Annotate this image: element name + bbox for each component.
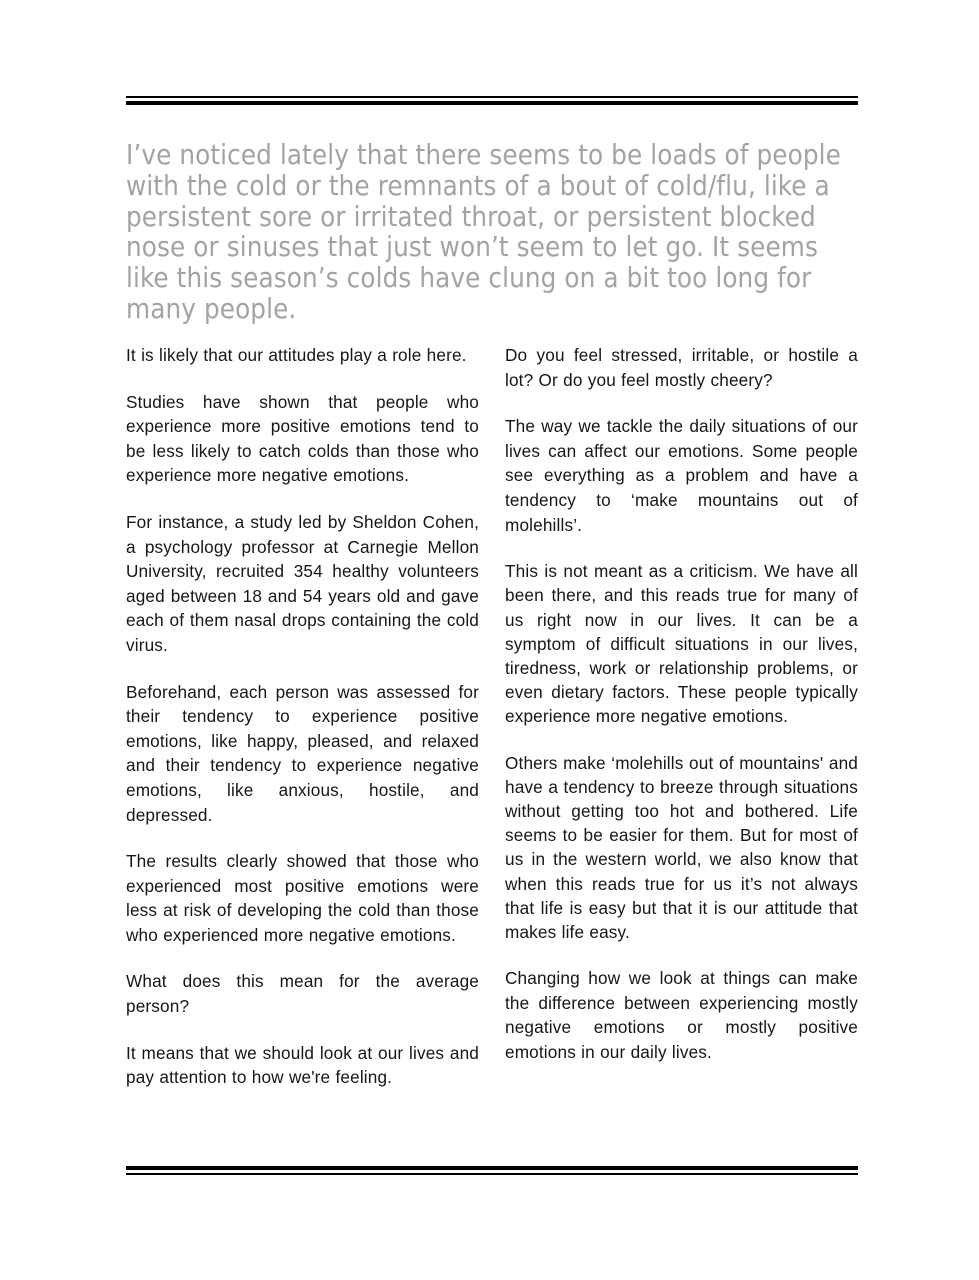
left-column: [126, 343, 479, 1090]
body-columns: [126, 343, 858, 1090]
body-paragraph: Changing how we look at things can make the difference between experiencing mostly negative emotions or mostly positive emotions in our daily lives.: [505, 968, 858, 1062]
bottom-divider-rule: [126, 1166, 858, 1175]
body-paragraph: Do you feel stressed, irritable, or hostile a lot? Or do you feel mostly cheery?: [505, 345, 858, 390]
body-paragraph: This is not meant as a criticism. We have all been there, and this reads true for many of us right now in our lives. It can be a symptom of difficult situations in our lives, tiredness, work or relationship problems, or even dietary factors. These people typically experience more negative emotions.: [505, 561, 858, 727]
intro-paragraph: I’ve noticed lately that there seems to be loads of people with the cold or the remnants of a bout of cold/flu, like a persistent sore or irritated throat, or persistent blocked nose or sinuses that just won’t seem to let go. It seems like this season’s colds have clung on a bit too long for many people.: [126, 139, 841, 325]
body-paragraph: What does this mean for the average person?: [126, 971, 479, 1017]
body-paragraph: Studies have shown that people who experience more positive emotions tend to be less likely to catch colds than those who experience more negative emotions.: [126, 391, 479, 486]
body-paragraph: It means that we should look at our lives and pay attention to how we're feeling.: [126, 1042, 479, 1088]
top-rule-thick-line: [126, 101, 858, 105]
bottom-rule-thin-line: [126, 1173, 858, 1175]
body-paragraph: It is likely that our attitudes play a role here.: [126, 345, 467, 365]
body-paragraph: The way we tackle the daily situations of our lives can affect our emotions. Some people see everything as a problem and have a tendency to ‘make mountains out of molehills’.: [505, 416, 858, 535]
body-paragraph: Others make ‘molehills out of mountains' and have a tendency to breeze through situations without getting too hot and bothered. Life seems to be easier for them. But for most of us in the western world, we also know that when this reads true for us it’s not always that life is easy but that it is our attitude that makes life easy.: [505, 752, 858, 942]
body-paragraph: Beforehand, each person was assessed for their tendency to experience positive emotions, like happy, pleased, and relaxed and their tendency to experience negative emotions, like anxious, hostile, and depressed.: [126, 681, 479, 825]
body-paragraph: For instance, a study led by Sheldon Cohen, a psychology professor at Carnegie Mellon University, recruited 354 healthy volunteers aged between 18 and 54 years old and gave each of them nasal drops containing the cold virus.: [126, 511, 479, 655]
top-divider-rule: [126, 96, 858, 105]
body-paragraph: The results clearly showed that those who experienced most positive emotions were less at risk of developing the cold than those who experienced more negative emotions.: [126, 851, 479, 945]
right-column: [505, 343, 858, 1065]
